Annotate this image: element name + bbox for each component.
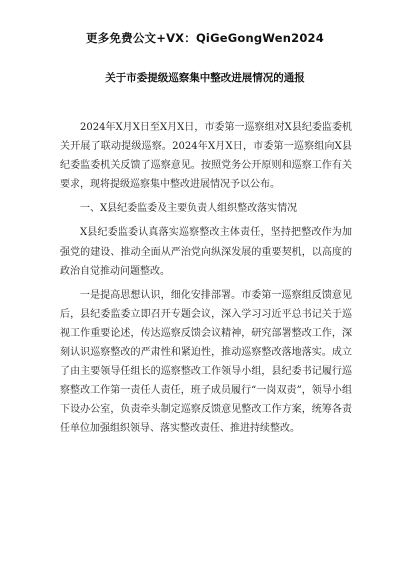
paragraph-responsibility: X县纪委监委认真落实巡察整改主体责任，坚持把整改作为加强党的建设、推动全面从严治党向纵深发展的重要契机，以高度的政治自觉推动问题整改。 <box>60 227 352 277</box>
document-title: 关于市委提级巡察集中整改进展情况的通报 <box>105 72 305 84</box>
watermark-header: 更多免费公文+VX：QiGeGongWen2024 <box>86 31 324 45</box>
paragraph-intro: 2024年X月X日至X月X日，市委第一巡察组对X县纪委监委机关开展了联动提级巡察。2024年X月X日，市委第一巡察组向X县纪委监委机关反馈了巡察意见。按照党务公开原则和巡察工作有关要求，现将提级巡察集中整改进展情况予以公布。 <box>60 122 352 191</box>
document-body <box>60 118 352 444</box>
section-heading-1: 一、X县纪委监委及主要负责人组织整改落实情况 <box>80 203 298 215</box>
paragraph-point-one: 一是提高思想认识，细化安排部署。市委第一巡察组反馈意见后，县纪委监委立即召开专题会议，深入学习习近平总书记关于巡视工作重要论述，传达巡察反馈会议精神，研究部署整改工作，深刻认识巡察整改的严肃性和紧迫性，推动巡察整改落地落实。成立了由主要领导任组长的巡察整改工作领导小组，县纪委书记履行巡察整改工作第一责任人责任，班子成员履行“一岗双责”，领导小组下设办公室，负责牵头制定巡察反馈意见整改工作方案，统筹各责任单位加强组织领导、落实整改责任、推进持续整改。 <box>60 289 352 435</box>
